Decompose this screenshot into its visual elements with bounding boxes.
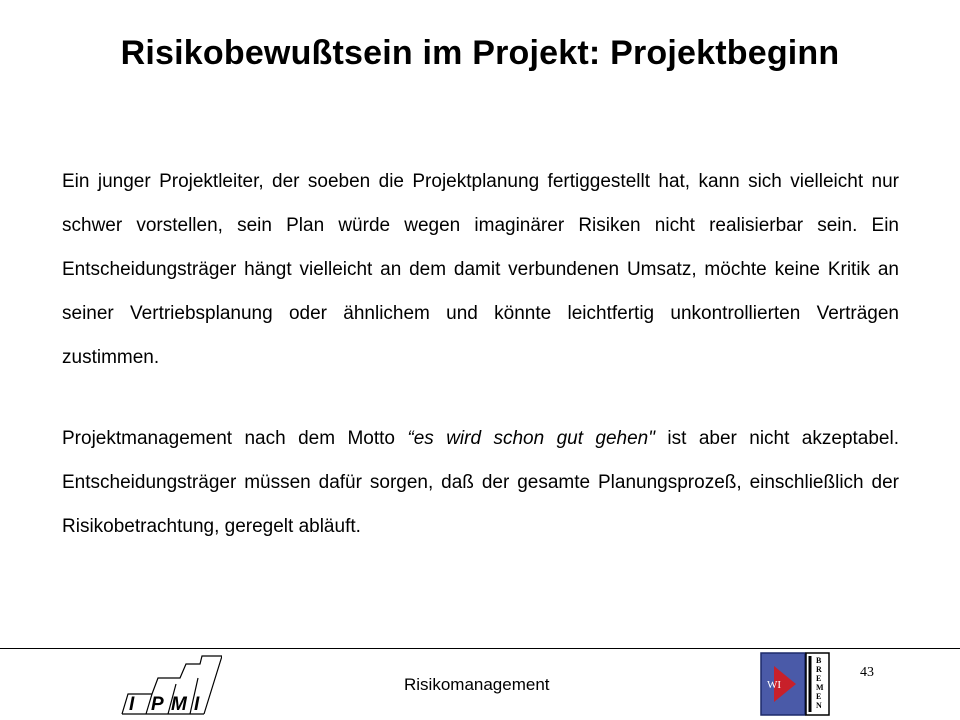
ipmi-letter-2: P xyxy=(151,694,164,715)
wi-logo-text: WI xyxy=(767,679,782,691)
bremen-letter-6: N xyxy=(816,701,822,710)
body-paragraph-2 xyxy=(62,417,899,549)
ipmi-letter-1: I xyxy=(129,694,135,715)
wi-bremen-logo xyxy=(760,652,830,716)
bremen-letter-4: M xyxy=(816,683,824,692)
ipmi-letter-4: I xyxy=(194,694,200,715)
footer-divider xyxy=(0,648,960,649)
bremen-letter-5: E xyxy=(816,692,822,701)
footer-label: Risikomanagement xyxy=(404,675,550,694)
bremen-letter-1: B xyxy=(816,656,822,665)
paragraph-2-text-end: ist aber nicht akzeptabel. Entscheidungsträger müssen dafür sorgen, daß der gesamte Planungsprozeß, einschließlich der Risikobetrachtung, geregelt abläuft. xyxy=(62,428,899,537)
ipmi-letter-3: M xyxy=(171,694,187,715)
bremen-letter-2: R xyxy=(816,665,822,674)
slide-title: Risikobewußtsein im Projekt: Projektbeginn xyxy=(120,34,840,72)
body-paragraph-1: Ein junger Projektleiter, der soeben die Projektplanung fertiggestellt hat, kann sich vielleicht nur schwer vorstellen, sein Plan würde wegen imaginärer Risiken nicht realisierbar sein. Ein Entscheidungsträger hängt vielleicht an dem damit verbundenen Umsatz, möchte keine Kritik an seiner Vertriebsplanung oder ähnlichem und könnte leichtfertig unkontrollierten Verträgen zustimmen. xyxy=(62,171,899,368)
motto-quote: “es wird schon gut gehen" xyxy=(407,428,655,449)
paragraph-2-text-start: Projektmanagement nach dem Motto xyxy=(62,428,408,449)
ipmi-logo xyxy=(118,654,222,716)
page-number: 43 xyxy=(860,665,874,680)
bremen-letter-3: E xyxy=(816,674,822,683)
